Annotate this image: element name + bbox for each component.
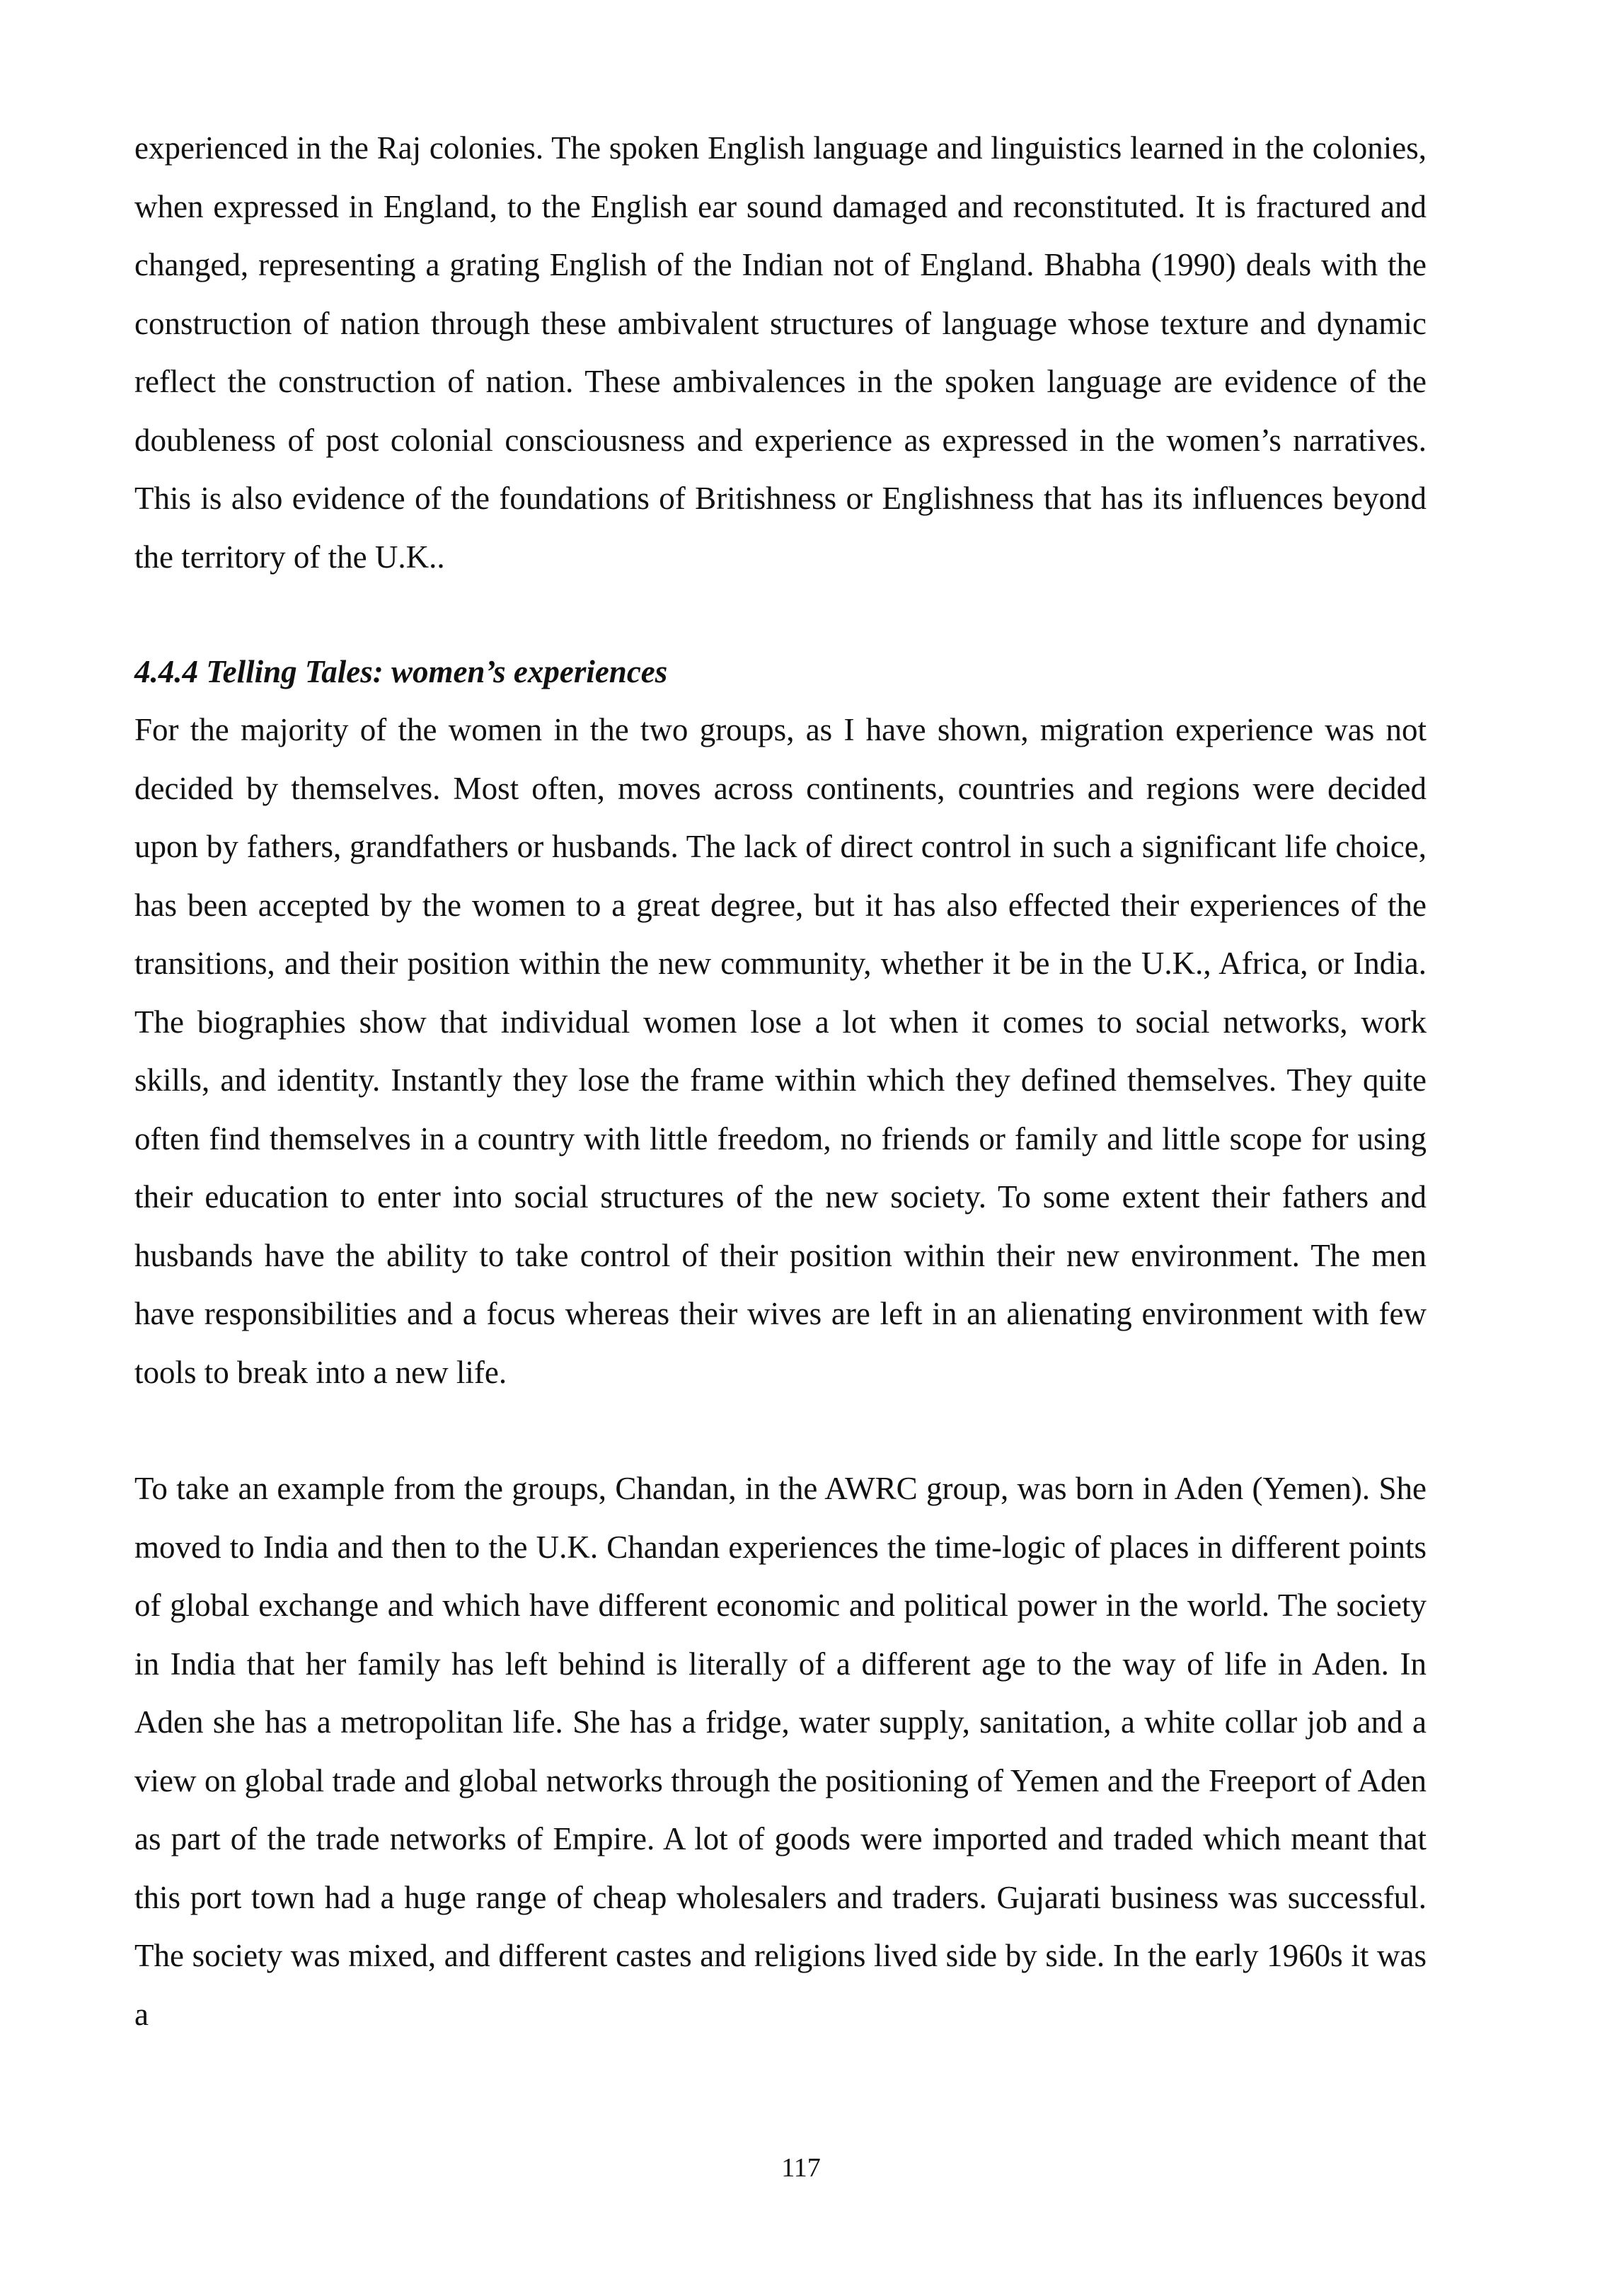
page-body (134, 119, 1427, 2043)
page-number: 117 (781, 2153, 821, 2183)
section-heading: 4.4.4 Telling Tales: women’s experiences (134, 654, 668, 689)
paragraph-3: To take an example from the groups, Chandan, in the AWRC group, was born in Aden (Yemen). She moved to India and then to the U.K. Chandan experiences the time-logic of places in different points of global exchange and which have different economic and political power in the world. The society in India that her family has left behind is literally of a different age to the way of life in Aden. In Aden she has a metropolitan life. She has a fridge, water supply, sanitation, a white collar job and a view on global trade and global networks through the positioning of Yemen and the Freeport of Aden as part of the trade networks of Empire. A lot of goods were imported and traded which meant that this port town had a huge range of cheap wholesalers and traders. Gujarati business was successful. The society was mixed, and different castes and religions lived side by side. In the early 1960s it was a (134, 1471, 1427, 2032)
paragraph-1: experienced in the Raj colonies. The spoken English language and linguistics learned in the colonies, when expressed in England, to the English ear sound damaged and reconstituted. It is fractured and changed, representing a grating English of the Indian not of England. Bhabha (1990) deals with the construction of nation through these ambivalent structures of language whose texture and dynamic reflect the construction of nation. These ambivalences in the spoken language are evidence of the doubleness of post colonial consciousness and experience as expressed in the women’s narratives. This is also evidence of the foundations of Britishness or Englishness that has its influences beyond the territory of the U.K.. (134, 130, 1427, 575)
paragraph-2: For the majority of the women in the two groups, as I have shown, migration experience was not decided by themselves. Most often, moves across continents, countries and regions were decided upon by fathers, grandfathers or husbands. The lack of direct control in such a significant life choice, has been accepted by the women to a great degree, but it has also effected their experiences of the transitions, and their position within the new community, whether it be in the U.K., Africa, or India. The biographies show that individual women lose a lot when it comes to social networks, work skills, and identity. Instantly they lose the frame within which they defined themselves. They quite often find themselves in a country with little freedom, no friends or family and little scope for using their education to enter into social structures of the new society. To some extent their fathers and husbands have the ability to take control of their position within their new environment. The men have responsibilities and a focus whereas their wives are left in an alienating environment with few tools to break into a new life. (134, 712, 1427, 1390)
